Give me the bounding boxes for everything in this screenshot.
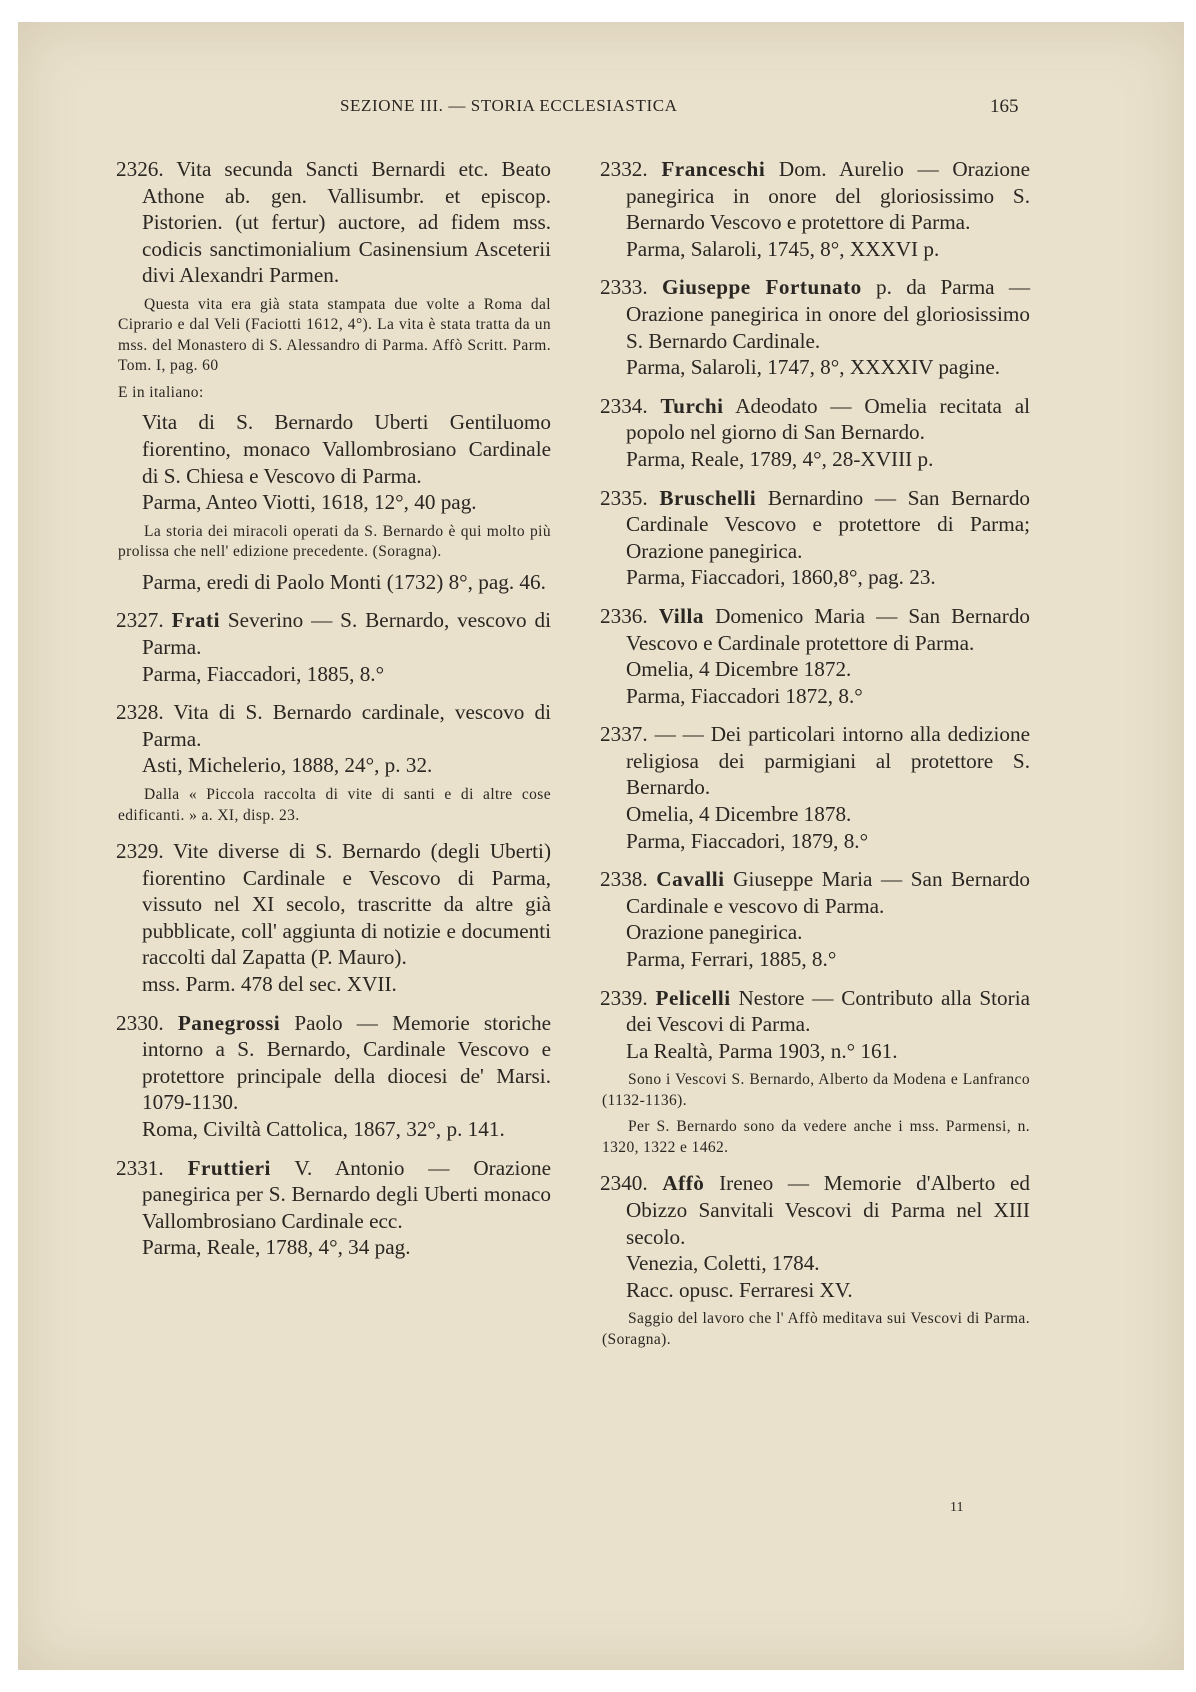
entry-title: Nestore — Contributo alla Storia dei Vescovi di Parma. — [626, 985, 1030, 1037]
entry-2339 — [600, 985, 1030, 1159]
entry-imprint: Racc. opusc. Ferraresi XV. — [626, 1277, 853, 1302]
entry-author: Cavalli — [656, 867, 725, 892]
entry-imprint: Venezia, Coletti, 1784. — [626, 1251, 820, 1276]
entry-title: Vita secunda Sancti Bernardi etc. Beato Athone ab. gen. Vallisumbr. et episcop. Pistorien. (ut fertur) auctore, ad fidem mss. codicis sanctimonialium Casinensium Asceterii divi Alexandri Parmen. — [142, 157, 551, 288]
entry-note-italian: E in italiano: — [118, 383, 204, 401]
entry-imprint: Orazione panegirica. — [626, 920, 803, 945]
entry-number: 2335. — [600, 485, 648, 510]
entry-title: p. da Parma — Orazione panegirica in onore del gloriosissimo S. Bernardo Cardinale. — [626, 275, 1031, 353]
entry-number: 2338. — [600, 867, 648, 892]
entry-imprint: La Realtà, Parma 1903, n.° 161. — [626, 1038, 898, 1063]
entry-imprint: mss. Parm. 478 del sec. XVII. — [142, 971, 397, 996]
entry-number: 2329. — [116, 839, 164, 863]
entry-2328 — [116, 699, 551, 826]
entry-2336 — [600, 603, 1030, 709]
entry-number: 2337. — [600, 722, 648, 747]
entry-number: 2332. — [600, 157, 648, 181]
entry-title: V. Antonio — Orazione panegirica per S. Bernardo degli Uberti monaco Vallombrosiano Cardinale ecc. — [142, 1155, 551, 1233]
entry-number: 2340. — [600, 1171, 648, 1196]
entry-number: 2327. — [116, 608, 164, 633]
entry-2327 — [116, 607, 551, 687]
entry-2330 — [116, 1010, 551, 1143]
entry-imprint: Parma, Fiaccadori 1872, 8.° — [626, 683, 863, 708]
entry-number: 2328. — [116, 700, 164, 725]
entry-note: Per S. Bernardo sono da vedere anche i mss. Parmensi, n. 1320, 1322 e 1462. — [602, 1118, 1030, 1156]
entry-note: La storia dei miracoli operati da S. Bernardo è qui molto più prolissa che nell' edizione precedente. (Soragna). — [118, 522, 551, 561]
entry-imprint: Parma, Fiaccadori, 1879, 8.° — [626, 828, 869, 853]
entry-imprint: Parma, Salaroli, 1745, 8°, XXXVI p. — [626, 236, 940, 261]
entry-author: Turchi — [660, 393, 724, 418]
entry-title: Severino — S. Bernardo, vescovo di Parma. — [142, 608, 552, 660]
entry-title: Giuseppe Maria — San Bernardo Cardinale e vescovo di Parma. — [626, 867, 1030, 918]
entry-note: Sono i Vescovi S. Bernardo, Alberto da Modena e Lanfranco (1132-1136). — [602, 1071, 1030, 1109]
entry-author: Giuseppe Fortunato — [661, 275, 862, 300]
entry-2329 — [116, 838, 551, 998]
entry-2333 — [600, 274, 1030, 380]
entry-note: Saggio del lavoro che l' Affò meditava sui Vescovi di Parma. (Soragna). — [602, 1310, 1030, 1348]
entry-title: Ireneo — Memorie d'Alberto ed Obizzo Sanvitali Vescovi di Parma nel XIII secolo. — [626, 1171, 1030, 1249]
signature-mark: 11 — [950, 1500, 964, 1515]
entry-author: Fruttieri — [187, 1155, 271, 1180]
entry-imprint: Parma, Reale, 1789, 4°, 28-XVIII p. — [626, 446, 934, 471]
entry-author: Bruschelli — [659, 485, 757, 510]
running-header — [0, 96, 1196, 126]
page-number: 165 — [990, 96, 1019, 117]
entry-number: 2339. — [600, 985, 648, 1010]
running-title: SEZIONE III. — STORIA ECCLESIASTICA — [340, 96, 678, 115]
entry-number: 2326. — [116, 157, 164, 181]
entry-title: Domenico Maria — San Bernardo Vescovo e Cardinale protettore di Parma. — [626, 603, 1031, 655]
entry-imprint: Roma, Civiltà Cattolica, 1867, 32°, p. 141. — [142, 1116, 505, 1141]
entry-author: Affò — [662, 1171, 705, 1196]
entry-imprint: Omelia, 4 Dicembre 1872. — [626, 657, 852, 682]
entry-2334 — [600, 393, 1030, 473]
entry-imprint: Parma, Anteo Viotti, 1618, 12°, 40 pag. — [142, 490, 477, 515]
left-column — [116, 156, 551, 1273]
entry-author: Franceschi — [661, 157, 766, 181]
entry-title: Paolo — Memorie storiche intorno a S. Bernardo, Cardinale Vescovo e protettore principale della diocesi de' Marsi. 1079-1130. — [142, 1010, 552, 1115]
entry-number: 2330. — [116, 1010, 164, 1035]
entry-author: Frati — [171, 608, 220, 633]
entry-imprint: Asti, Michelerio, 1888, 24°, p. 32. — [142, 753, 433, 778]
entry-imprint: Parma, Ferrari, 1885, 8.° — [626, 947, 837, 972]
entry-imprint: Parma, Salaroli, 1747, 8°, XXXXIV pagine. — [626, 355, 1001, 380]
entry-number: 2333. — [600, 275, 648, 300]
entry-title: — — Dei particolari intorno alla dedizione religiosa dei parmigiani al protettore S. Bernardo. — [626, 722, 1031, 800]
entry-number: 2331. — [116, 1155, 164, 1180]
entry-note: Dalla « Piccola raccolta di vite di santi e di altre cose edificanti. » a. XI, disp. 23. — [118, 786, 551, 824]
entry-imprint: Parma, Reale, 1788, 4°, 34 pag. — [142, 1235, 411, 1260]
entry-note: Questa vita era già stata stampata due volte a Roma dal Ciprario e dal Veli (Faciotti 1612, 4°). La vita è stata tratta da un mss. del Monastero di S. Alessandro di Parma. Affò Scritt. Parm. Tom. I, pag. 60 — [118, 295, 551, 375]
entry-title: Adeodato — Omelia recitata al popolo nel giorno di San Bernardo. — [626, 393, 1030, 445]
entry-author: Villa — [658, 603, 705, 628]
entry-title: Vita di S. Bernardo cardinale, vescovo di Parma. — [142, 700, 552, 751]
entry-imprint: Omelia, 4 Dicembre 1878. — [626, 802, 852, 827]
entry-imprint: Parma, Fiaccadori, 1885, 8.° — [142, 661, 385, 686]
entry-2332 — [600, 156, 1030, 262]
entry-2331 — [116, 1155, 551, 1261]
right-column — [600, 156, 1030, 1362]
entry-title: Bernardino — San Bernardo Cardinale Vescovo e protettore di Parma; Orazione panegirica. — [626, 485, 1031, 563]
entry-imprint: Parma, eredi di Paolo Monti (1732) 8°, pag. 46. — [142, 569, 546, 594]
entry-title: Vite diverse di S. Bernardo (degli Uberti) fiorentino Cardinale e Vescovo di Parma, vissuto nel XI secolo, trascritte da altre già pubblicate, coll' aggiunta di notizie e documenti raccolti dal Zapatta (P. Mauro). — [142, 839, 552, 970]
entry-imprint: Parma, Fiaccadori, 1860,8°, pag. 23. — [626, 565, 936, 590]
entry-2338 — [600, 866, 1030, 972]
entry-author: Panegrossi — [177, 1010, 281, 1035]
entry-number: 2334. — [600, 393, 648, 418]
entry-author: Pelicelli — [655, 985, 731, 1010]
entry-title-italian: Vita di S. Bernardo Uberti Gentiluomo fiorentino, monaco Vallombrosiano Cardinale di S. Chiesa e Vescovo di Parma. — [142, 410, 551, 488]
entry-2340 — [600, 1170, 1030, 1350]
entry-2337 — [600, 721, 1030, 854]
entry-2335 — [600, 485, 1030, 591]
entry-title: Dom. Aurelio — Orazione panegirica in onore del gloriosissimo S. Bernardo Vescovo e protettore di Parma. — [626, 157, 1031, 235]
entry-2326 — [116, 156, 551, 595]
entry-number: 2336. — [600, 603, 648, 628]
